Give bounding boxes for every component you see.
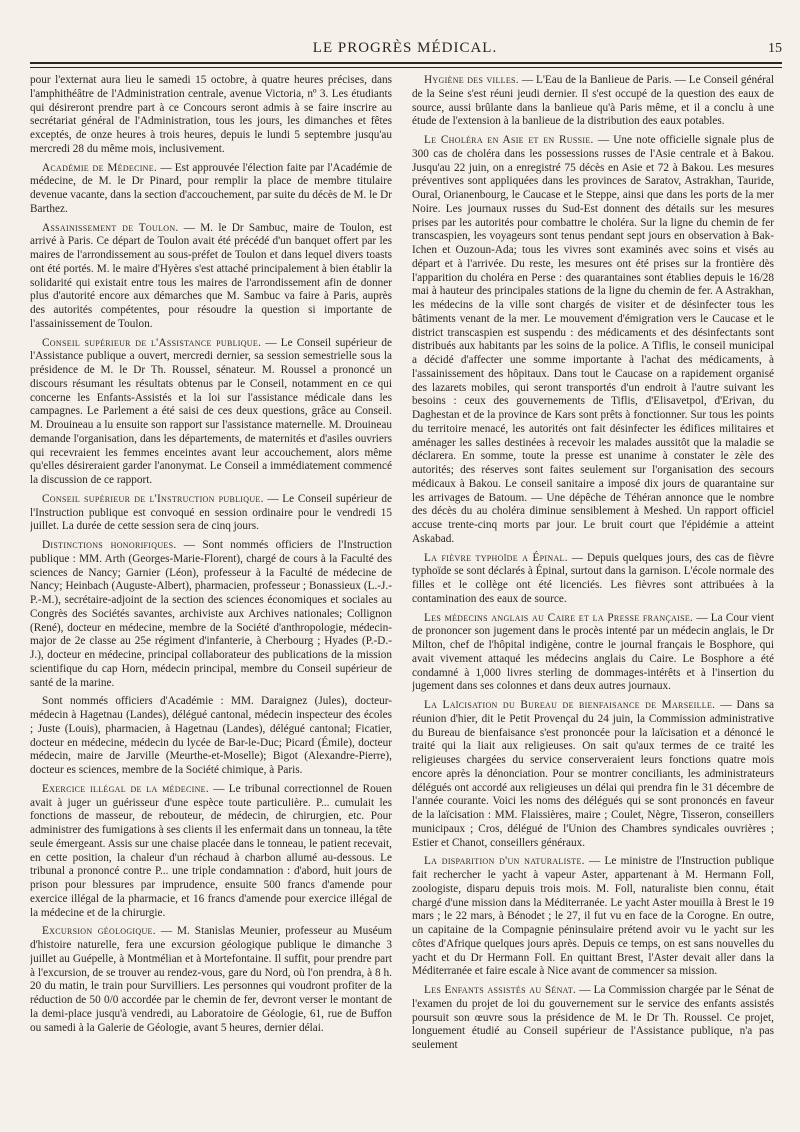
- article-heading: Hygiène des villes.: [424, 74, 519, 86]
- article-paragraph: [30, 74, 392, 157]
- article-paragraph: [30, 695, 392, 778]
- article-heading: Distinctions honorifiques.: [42, 539, 177, 551]
- article-paragraph: [412, 552, 774, 607]
- article-text: Sont nommés officiers d'Académie : MM. Daraignez (Jules), docteur-médecin à Hagetnau (Landes), délégué cantonal, médecin inspecteur des écoles ; Juste (Louis), pharmacien, à Hagetnau (Landes), délégué cantonal; Ficatier, docteur en médecine, médecin du lycée de Bar-le-Duc; Picard (Émile), docteur médecin, maire de Jarville (Meurthe-et-Moselle); Bigot (Alexandre-Pierre), docteur es sciences, membre de la Société chimique, à Paris.: [30, 695, 392, 776]
- article-paragraph: [412, 855, 774, 979]
- article-text: — L'Eau de la Banlieue de Paris. — Le Conseil général de la Seine s'est réuni jeudi dernier. Il s'est occupé de la question des eaux de source, aussi brûlante dans la banlieue qu'à Paris même, et il a conclu à une étude de l'extension à la banlieue de la distribution des eaux potables.: [412, 74, 774, 128]
- article-text: — La Commission chargée par le Sénat de l'examen du projet de loi du gouvernement sur le service des enfants assistés poursuit son œuvre sous la présidence de M. le Dr Th. Roussel. Ce projet, longuement étudié au Conseil supérieur de l'Assistance publique, n'a pas seulement: [412, 984, 774, 1051]
- header-rule-thick: [30, 62, 782, 64]
- article-heading: La fièvre typhoïde a Épinal.: [424, 551, 568, 564]
- article-text: — M. Stanislas Meunier, professeur au Muséum d'histoire naturelle, fera une excursion géologique publique le dimanche 3 juillet au Guépelle, à Montmélian et à Mortefontaine. Il suffit, pour prendre part à l'excursion, de se trouver au rendez-vous, gare du Nord, où l'on prendra, à 8 h. 20 du matin, le train pour Survilliers. Les personnes qui voudront profiter de la réduction de 50 0/0 accordée par le chemin de fer, devront verser le montant de la demi-place jusqu'à vendredi, au Laboratoire de Géologie, 61, rue de Buffon ou samedi à la Galerie de Géologie, avant 5 heures, dernier délai.: [30, 925, 392, 1034]
- article-paragraph: [412, 74, 774, 129]
- article-text: — Le Conseil supérieur de l'Instruction publique est convoqué en session ordinaire pour le vendredi 15 juillet. La durée de cette session sera de cinq jours.: [30, 492, 392, 533]
- article-text: — La Cour vient de prononcer son jugement dans le procès intenté par un médecin anglais, le Dr Milton, chef de l'hôpital indigène, contre le journal français le Bosphore, qui avait vivement attaqué les médecins anglais du Caire. Le Bosphore a été condamné à 1,000 livres sterling de dommages-intérêts et à l'insertion du jugement dans ses colonnes et dans deux autres journaux.: [412, 611, 774, 693]
- article-paragraph: [30, 493, 392, 534]
- article-paragraph: [412, 134, 774, 547]
- article-paragraph: [30, 222, 392, 332]
- article-text: — Est approuvée l'élection faite par l'Académie de médecine, de M. le Dr Pinard, pour remplir la place de membre titulaire devenue vacante, dans la section d'accouchement, par suite du décès de M. le Dr Barthez.: [30, 161, 392, 215]
- article-paragraph: [30, 539, 392, 690]
- article-paragraph: [30, 783, 392, 921]
- article-heading: La Laïcisation du Bureau de bienfaisance de Marseille.: [424, 699, 716, 711]
- right-column: [412, 74, 774, 1124]
- article-heading: Académie de Médecine.: [42, 161, 158, 174]
- article-heading: Les Enfants assistés au Sénat.: [424, 984, 577, 996]
- article-text: — Une note officielle signale plus de 300 cas de choléra dans les possessions russes de l'Asie centrale et à Bakou. Jusqu'au 22 juin, on a enregistré 75 décès en Asie et 72 à Bakou. Les mesures préventives sont appliquées dans les provinces de Saratov, Astrakhan, Tauride, Oural, Orianenbourg, le Caucase et le Steppe, ainsi que dans les ports de la mer Noire. Les journaux russes du Sud-Est donnent des détails sur les mesures prises par les autorités pour combattre le choléra. Sur la ligne du chemin de fer transcaspien, les voyageurs sont tenus pendant sept jours en observation à Bak-Ichen et Ouzoun-Ada; tous les vivres sont examinés avec soins et visés au départ et à l'arrivée. Du reste, les mesures ont été prises sur la frontière dès l'apparition du choléra en Perse : des quarantaines sont établies depuis le 16/28 mai à hauteur des principales stations de la ligne du chemin de fer. A Astrakhan, les médecins de la ville sont chargés de visiter et de désinfecter tous les bâtiments venant de la mer. Le mouvement d'émigration vers le Caucase et le district transcaspien est suspendu : des médicaments et des désinfectants sont distribués aux habitants par les soins de la police. A Tiflis, le conseil municipal a décidé d'affecter une somme importante à l'achat des médicaments, à l'assainissement des hôpitaux. Dans tout le Caucase on a rapidement organisé des lazarets mobiles, qui seront transportés d'un endroit à l'autre suivant les besoins : ceux des gouvernements de Tiflis, d'Elisavetpol, d'Erivan, du Daghestan et de la province de Kars sont prêts à fonctionner. Sur tous les points du territoire menacé, les autorités ont fait désinfecter les édifices militaires et aménager les salles destinées à recevoir les malades aussitôt que la maladie se déclarera. En somme, toute la presse est unanime à constater le zèle des autorités; des réserves sont faites seulement sur l'organisation des secours médicaux à Bakou. Le conseil sanitaire a imposé dix jours de quarantaine sur les arrivages de Batoum. — Une dépêche de Téhéran annonce que le nombre des décès du au choléra diminue sensiblement à Meshed. Un rapport officiel accuse trente-cinq morts par jour. Le bruit court que l'épidémie a atteint Askabad.: [412, 134, 774, 545]
- article-heading: La disparition d'un naturaliste.: [424, 855, 585, 868]
- article-text: — Sont nommés officiers de l'Instruction publique : MM. Arth (Georges-Marie-Florent), chargé de cours à la Faculté des sciences de Nancy; Garnier (Léon), professeur à la Faculté de médecine de Nancy; Heinbach (Auguste-Albert), pharmacien, professeur ; Bonassieux (L.-J.-P.-M.), secrétaire-adjoint de la section des sciences économiques et sociales au Congrès des Sociétés savantes, archiviste aux Archives nationales; Collignon (René), docteur en médecine, membre de la Société d'anthropologie, médecin-major de 2e classe au 25e régiment d'infanterie, à Cherbourg ; Hyades (P.-D.-J.), docteur en médecine, principal collaborateur des publications de la mission scientifique du cap Horn, médecin principal, membre du Conseil supérieur de santé de la marine.: [30, 539, 392, 689]
- article-text: — M. le Dr Sambuc, maire de Toulon, est arrivé à Paris. Ce départ de Toulon avait été précédé d'un banquet offert par les maires de l'arrondissement au sous-préfet de Toulon et dans lequel divers toasts ont été portés. M. le maire d'Hyères s'est attaché principalement à bien établir la solidarité qui existait entre tous les maires de l'arrondissement afin de donner plus d'autorité encore aux démarches que M. Sambuc va faire à Paris, auprès des autorités compétentes, pour résoudre la question si importante de l'assainissement de Toulon.: [30, 221, 392, 330]
- article-text: — Le tribunal correctionnel de Rouen avait à juger un guérisseur d'une espèce toute particulière. P... cumulait les fonctions de masseur, de rebouteur, de médecin, de chirurgien, etc. Pour administrer des fumigations à ses clients il les enfermait dans un tonneau, la tête seule émergeant. Assis sur une chaise placée dans le tonneau, le patient recevait, en cette position, la chaleur d'un réchaud à charbon allumé au-dessous. Le tribunal a prononcé contre P... une triple condamnation : d'abord, huit jours de prison pour blessures par imprudence, ensuite 500 francs d'amende pour exercice illégal de la pharmacie, et 16 francs d'amende pour exercice illégal de la médecine et de la chirurgie.: [30, 782, 392, 919]
- page-header: [28, 40, 782, 60]
- article-text: — Depuis quelques jours, des cas de fièvre typhoïde se sont déclarés à Épinal, surtout dans la garnison. L'école normale des filles et le collège ont été licenciés. Les fièvres sont attribuées à la contamination des eaux de source.: [412, 551, 774, 605]
- article-heading: Les médecins anglais au Caire et la Presse française.: [424, 611, 694, 624]
- article-heading: Conseil supérieur de l'Assistance publique.: [42, 336, 262, 349]
- article-paragraph: [412, 612, 774, 695]
- article-paragraph: [412, 699, 774, 850]
- article-heading: Assainissement de Toulon.: [42, 221, 179, 234]
- header-rule-thin: [30, 67, 782, 68]
- article-paragraph: [30, 337, 392, 488]
- article-heading: Conseil supérieur de l'Instruction publique.: [42, 492, 264, 505]
- left-column: [30, 74, 392, 1124]
- article-paragraph: [30, 925, 392, 1035]
- article-heading: Exercice illégal de la médecine.: [42, 782, 209, 795]
- article-text: — Le ministre de l'Instruction publique fait rechercher le yacht à vapeur Aster, appartenant à M. Hermann Foll, zoologiste, disparu depuis trois mois. M. Foll, naturaliste bien connu, était chargé d'une mission dans la Méditerranée. Le yacht Aster mouilla à Brest le 19 mars ; le 22 mars, à Bénodet ; le 27, il fut vu en face de la Corogne. En outre, un capitaine de la Compagnie péninsulaire prétend avoir vu le yacht sur les côtes d'Afrique quelques jours après. Depuis ce temps, on est sans nouvelles du yacht et du Dr Hermann Foll. En quittant Brest, l'Aster devait aller dans la Méditerranée et faire escale à Nice avant de commencer sa mission.: [412, 855, 774, 978]
- article-text: — Le Conseil supérieur de l'Assistance publique a ouvert, mercredi dernier, sa session semestrielle sous la présidence de M. le Dr Th. Roussel, sénateur. M. Roussel a prononcé un discours résumant les résultats obtenus par le Conseil, notamment en ce qui concerne les Enfants-Assistés et la loi sur l'assistance médicale dans les campagnes. Le Parlement a été saisi de ces deux questions, grâce au Conseil. M. Drouineau a lu ensuite son rapport sur l'assistance maternelle. M. Drouineau demande l'organisation, dans les départements, de maternités et d'asiles ouvriers qui recevraient les femmes enceintes avant leur accouchement, alors même qu'elles désireraient garder l'anonymat. Le Conseil a immédiatement commencé la discussion de ce rapport.: [30, 336, 392, 486]
- page-number: 15: [768, 41, 782, 56]
- article-text: — Dans sa réunion d'hier, dit le Petit Provençal du 24 juin, la Commission administrative du Bureau de bienfaisance s'est prononcée pour la laïcisation et a dénoncé le traité qui la liait aux religieuses. On sait qu'aux termes de ce traité les religieuses chargées du service conserveraient leurs fonctions quatre mois encore après la dénonciation. Pour se montrer conciliants, les administrateurs délégués ont accordé aux religieuses un délai qui prendra fin le 31 décembre de l'année courante. Voici les noms des délégués qui se sont prononcés en faveur de la laïcisation : MM. Flaissières, maire ; Coulet, Nègre, Tisseron, conseillers municipaux ; Cros, délégué de l'Union des Chambres syndicales ouvrières ; Estier et Chanot, conseillers généraux.: [412, 699, 774, 849]
- article-heading: Excursion géologique.: [42, 925, 156, 938]
- article-paragraph: [30, 162, 392, 217]
- article-text: pour l'externat aura lieu le samedi 15 octobre, à quatre heures précises, dans l'amphithéâtre de l'Administration centrale, avenue Victoria, nº 3. Les étudiants qui désireront prendre part à ce Concours seront admis à se faire inscrire au secrétariat général de l'Administration, tous les jours, les dimanches et fêtes exceptés, de onze heures à trois heures, depuis le lundi 5 septembre jusqu'au mercredi 28 du même mois, inclusivement.: [30, 74, 392, 155]
- article-paragraph: [412, 984, 774, 1053]
- article-heading: Le Choléra en Asie et en Russie.: [424, 134, 594, 146]
- journal-title: LE PROGRÈS MÉDICAL.: [312, 40, 498, 56]
